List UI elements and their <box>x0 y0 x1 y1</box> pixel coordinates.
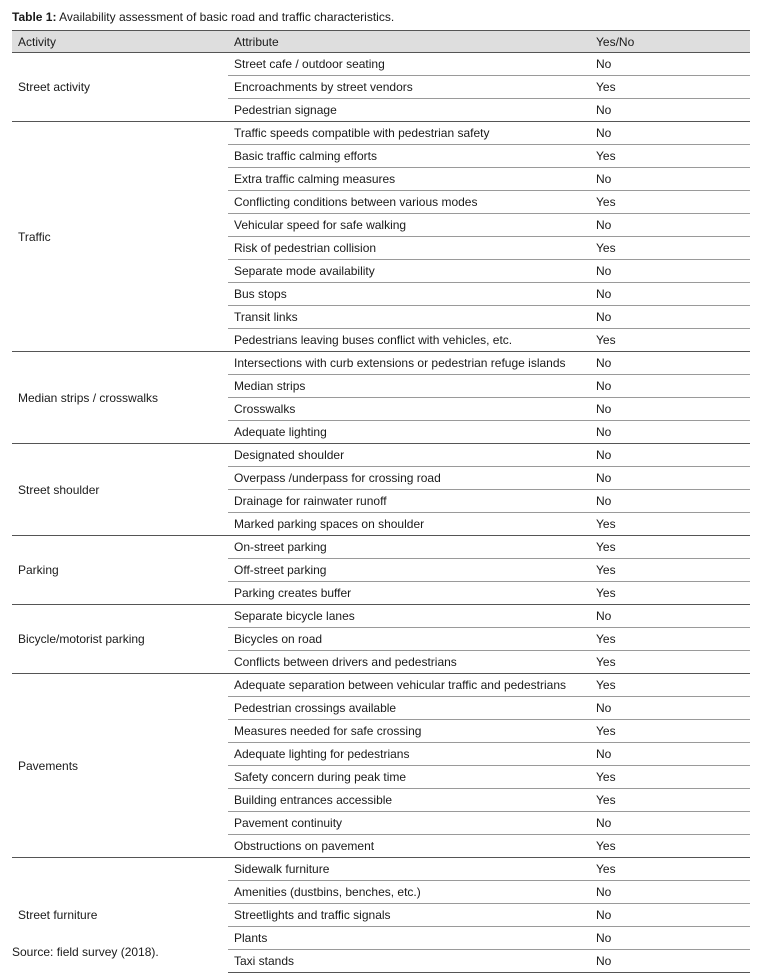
attribute-cell: Adequate separation between vehicular traffic and pedestrians <box>228 674 590 697</box>
attribute-cell: Bicycles on road <box>228 628 590 651</box>
yes-no-cell: No <box>590 398 750 421</box>
attribute-cell: Drainage for rainwater runoff <box>228 490 590 513</box>
table-row <box>12 53 750 76</box>
attribute-cell: On-street parking <box>228 536 590 559</box>
table-row <box>12 352 750 375</box>
attribute-cell: Basic traffic calming efforts <box>228 145 590 168</box>
header-yes-no: Yes/No <box>590 31 750 53</box>
attribute-cell: Transit links <box>228 306 590 329</box>
yes-no-cell: Yes <box>590 513 750 536</box>
attribute-cell: Median strips <box>228 375 590 398</box>
table-caption <box>12 9 394 25</box>
availability-table <box>12 30 750 973</box>
yes-no-cell: Yes <box>590 536 750 559</box>
yes-no-cell: No <box>596 57 612 71</box>
caption-label: Table 1: <box>12 10 57 24</box>
yes-no-cell: Yes <box>590 674 750 697</box>
attribute-cell: Pedestrian crossings available <box>228 697 590 720</box>
yes-no-cell: Yes <box>590 766 750 789</box>
activity-cell: Median strips / crosswalks <box>12 352 228 444</box>
yes-no-cell: No <box>590 99 750 122</box>
yes-no-cell: Yes <box>590 329 750 352</box>
yes-no-cell: No <box>590 904 750 927</box>
yes-no-cell: No <box>590 122 750 145</box>
yes-no-cell: Yes <box>590 628 750 651</box>
attribute-cell: Measures needed for safe crossing <box>228 720 590 743</box>
table-row <box>12 122 750 145</box>
yes-no-cell: Yes <box>590 191 750 214</box>
attribute-cell: Intersections with curb extensions or pedestrian refuge islands <box>228 352 590 375</box>
yes-no-cell: Yes <box>590 559 750 582</box>
activity-cell: Parking <box>12 536 228 605</box>
yes-no-cell: No <box>590 214 750 237</box>
yes-no-cell: Yes <box>590 858 750 881</box>
attribute-cell: Designated shoulder <box>228 444 590 467</box>
attribute-cell: Crosswalks <box>228 398 590 421</box>
attribute-cell: Overpass /underpass for crossing road <box>228 467 590 490</box>
yes-no-cell: No <box>590 950 750 973</box>
yes-no-cell: Yes <box>590 651 750 674</box>
header-attribute: Attribute <box>228 31 590 53</box>
yes-no-cell: No <box>590 421 750 444</box>
yes-no-cell: No <box>590 168 750 191</box>
activity-cell: Street shoulder <box>12 444 228 536</box>
attribute-cell: Adequate lighting for pedestrians <box>228 743 590 766</box>
yes-no-cell: Yes <box>590 582 750 605</box>
attribute-cell: Off-street parking <box>228 559 590 582</box>
yes-no-cell: No <box>590 490 750 513</box>
table-source-note: Source: field survey (2018). <box>12 945 159 959</box>
table-row <box>12 605 750 628</box>
table-row <box>12 674 750 697</box>
attribute-cell: Pavement continuity <box>228 812 590 835</box>
yes-no-cell: Yes <box>590 237 750 260</box>
activity-cell: Traffic <box>12 122 228 352</box>
activity-cell: Street furniture <box>12 858 228 973</box>
yes-no-cell: Yes <box>590 789 750 812</box>
activity-cell: Bicycle/motorist parking <box>12 605 228 674</box>
activity-cell: Street activity <box>18 80 91 94</box>
header-activity: Activity <box>12 31 228 53</box>
attribute-cell: Extra traffic calming measures <box>228 168 590 191</box>
attribute-cell: Bus stops <box>228 283 590 306</box>
attribute-cell: Pedestrians leaving buses conflict with vehicles, etc. <box>228 329 590 352</box>
attribute-cell: Streetlights and traffic signals <box>228 904 590 927</box>
attribute-cell: Amenities (dustbins, benches, etc.) <box>228 881 590 904</box>
yes-no-cell: Yes <box>590 76 750 99</box>
yes-no-cell: Yes <box>590 720 750 743</box>
attribute-cell: Plants <box>228 927 590 950</box>
table-row <box>12 536 750 559</box>
attribute-cell: Taxi stands <box>228 950 590 973</box>
yes-no-cell: No <box>590 352 750 375</box>
attribute-cell: Sidewalk furniture <box>228 858 590 881</box>
attribute-cell: Street cafe / outdoor seating <box>234 57 385 71</box>
attribute-cell: Risk of pedestrian collision <box>228 237 590 260</box>
yes-no-cell: No <box>590 812 750 835</box>
table-row <box>12 444 750 467</box>
yes-no-cell: No <box>590 605 750 628</box>
attribute-cell: Conflicts between drivers and pedestrians <box>228 651 590 674</box>
attribute-cell: Encroachments by street vendors <box>228 76 590 99</box>
attribute-cell: Parking creates buffer <box>228 582 590 605</box>
yes-no-cell: Yes <box>590 145 750 168</box>
yes-no-cell: Yes <box>590 835 750 858</box>
attribute-cell: Adequate lighting <box>228 421 590 444</box>
attribute-cell: Marked parking spaces on shoulder <box>228 513 590 536</box>
yes-no-cell: No <box>590 697 750 720</box>
attribute-cell: Obstructions on pavement <box>228 835 590 858</box>
attribute-cell: Traffic speeds compatible with pedestrian safety <box>228 122 590 145</box>
attribute-cell: Vehicular speed for safe walking <box>228 214 590 237</box>
yes-no-cell: No <box>590 375 750 398</box>
yes-no-cell: No <box>590 927 750 950</box>
attribute-cell: Pedestrian signage <box>228 99 590 122</box>
table-row <box>12 858 750 881</box>
attribute-cell: Safety concern during peak time <box>228 766 590 789</box>
yes-no-cell: No <box>590 283 750 306</box>
yes-no-cell: No <box>590 260 750 283</box>
attribute-cell: Building entrances accessible <box>228 789 590 812</box>
table-body <box>12 53 750 973</box>
attribute-cell: Conflicting conditions between various modes <box>228 191 590 214</box>
caption-text: Availability assessment of basic road and traffic characteristics. <box>59 10 395 24</box>
yes-no-cell: No <box>590 444 750 467</box>
attribute-cell: Separate bicycle lanes <box>228 605 590 628</box>
yes-no-cell: No <box>590 306 750 329</box>
attribute-cell: Separate mode availability <box>228 260 590 283</box>
yes-no-cell: No <box>590 881 750 904</box>
table-header-row <box>12 31 750 53</box>
yes-no-cell: No <box>590 743 750 766</box>
activity-cell: Pavements <box>12 674 228 858</box>
yes-no-cell: No <box>590 467 750 490</box>
